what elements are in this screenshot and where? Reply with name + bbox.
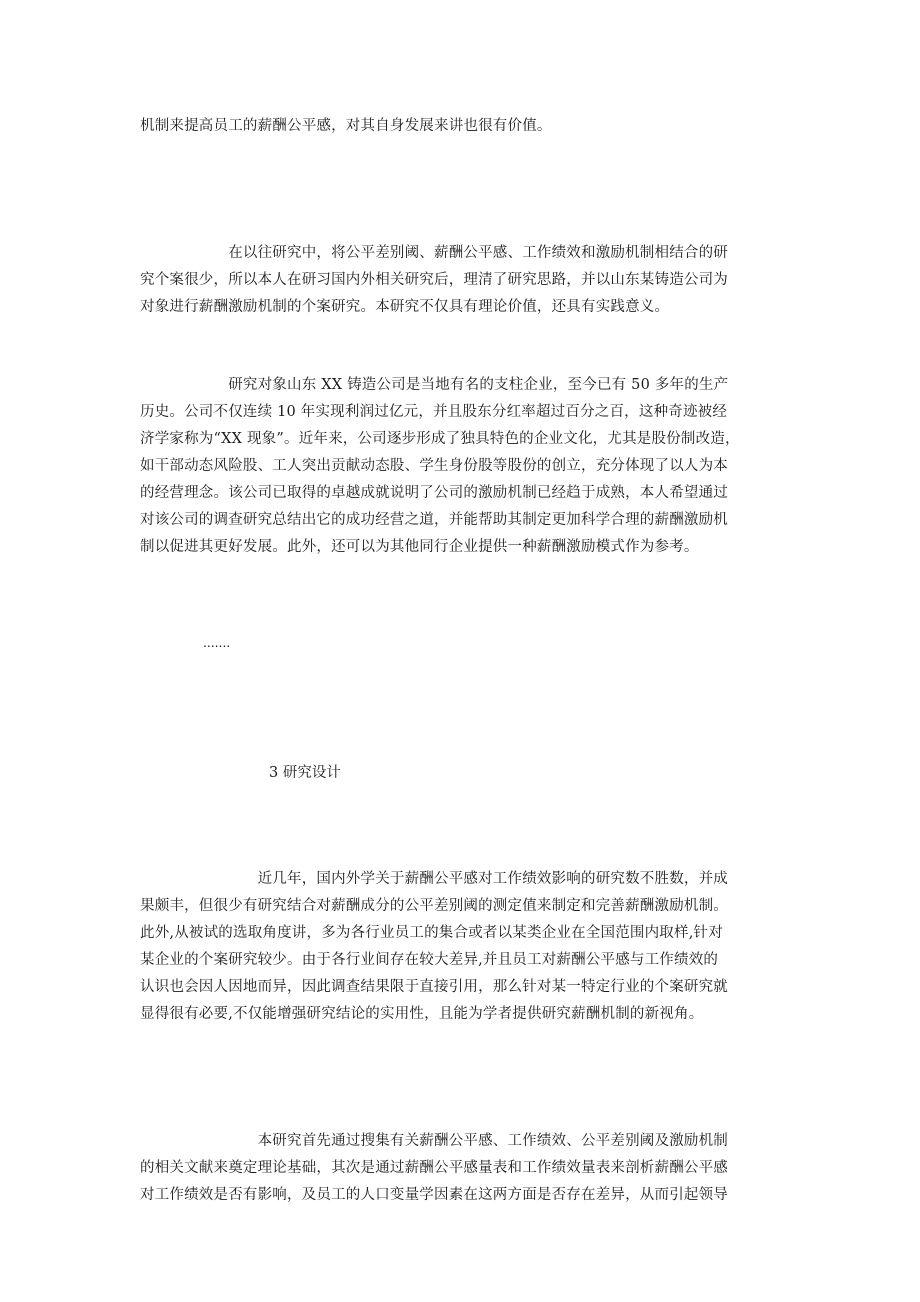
paragraph-2-line-4: 如干部动态风险股、工人突出贡献动态股、学生身份股等股份的创立，充分体现了以人为本: [140, 458, 728, 474]
paragraph-3-line-6: 显得很有必要,不仅能增强研究结论的实用性，且能为学者提供研究薪酬机制的新视角。: [140, 1006, 704, 1022]
paragraph-3-line-4: 某企业的个案研究较少。由于各行业间存在较大差异,并且员工对薪酬公平感与工作绩效的: [140, 952, 719, 968]
paragraph-3-line-3: 此外,从被试的选取角度讲，多为各行业员工的集合或者以某类企业在全国范围内取样,针对: [140, 925, 723, 941]
paragraph-2-line-7: 制以促进其更好发展。此外，还可以为其他同行企业提供一种薪酬激励模式作为参考。: [140, 539, 699, 555]
paragraph-1-line-1: 在以往研究中，将公平差别阈、薪酬公平感、工作绩效和激励机制相结合的研: [140, 245, 728, 261]
paragraph-2-line-6: 对该公司的调查研究总结出它的成功经营之道，并能帮助其制定更加科学合理的薪酬激励机: [140, 512, 728, 528]
paragraph-2-line-1: 研究对象山东 XX 铸造公司是当地有名的支柱企业，至今已有 50 多年的生产: [140, 377, 729, 393]
paragraph-3-line-5: 认识也会因人因地而异，因此调查结果限于直接引用，那么针对某一特定行业的个案研究就: [140, 979, 728, 995]
paragraph-3-line-1: 近几年，国内外学关于薪酬公平感对工作绩效影响的研究数不胜数，并成: [140, 871, 728, 887]
paragraph-1-line-3: 对象进行薪酬激励机制的个案研究。本研究不仅具有理论价值，还具有实践意义。: [140, 299, 670, 315]
paragraph-intro-line-1: 机制来提高员工的薪酬公平感，对其自身发展来讲也很有价值。: [140, 118, 552, 134]
paragraph-2-line-5: 的经营理念。该公司已取得的卓越成就说明了公司的激励机制已经趋于成熟，本人希望通过: [140, 485, 728, 501]
paragraph-2-line-3: 济学家称为“XX 现象”。近年来，公司逐步形成了独具特色的企业文化，尤其是股份制改造，: [140, 431, 740, 447]
section-heading: 3 研究设计: [269, 765, 341, 781]
paragraph-4-line-2: 的相关文献来奠定理论基础，其次是通过薪酬公平感量表和工作绩效量表来剖析薪酬公平感: [140, 1160, 728, 1176]
paragraph-1-line-2: 究个案很少，所以本人在研习国内外相关研究后，理清了研究思路，并以山东某铸造公司为: [140, 272, 728, 288]
paragraph-2-line-2: 历史。公司不仅连续 10 年实现利润过亿元，并且股东分红率超过百分之百，这种奇迹被经: [140, 404, 728, 420]
paragraph-3-line-2: 果颇丰，但很少有研究结合对薪酬成分的公平差别阈的测定值来制定和完善薪酬激励机制。: [140, 898, 728, 914]
paragraph-4-line-1: 本研究首先通过搜集有关薪酬公平感、工作绩效、公平差别阈及激励机制: [140, 1133, 728, 1149]
paragraph-4-line-3: 对工作绩效是否有影响，及员工的人口变量学因素在这两方面是否存在差异，从而引起领导: [140, 1187, 728, 1203]
omission-ellipsis: .......: [203, 634, 231, 650]
